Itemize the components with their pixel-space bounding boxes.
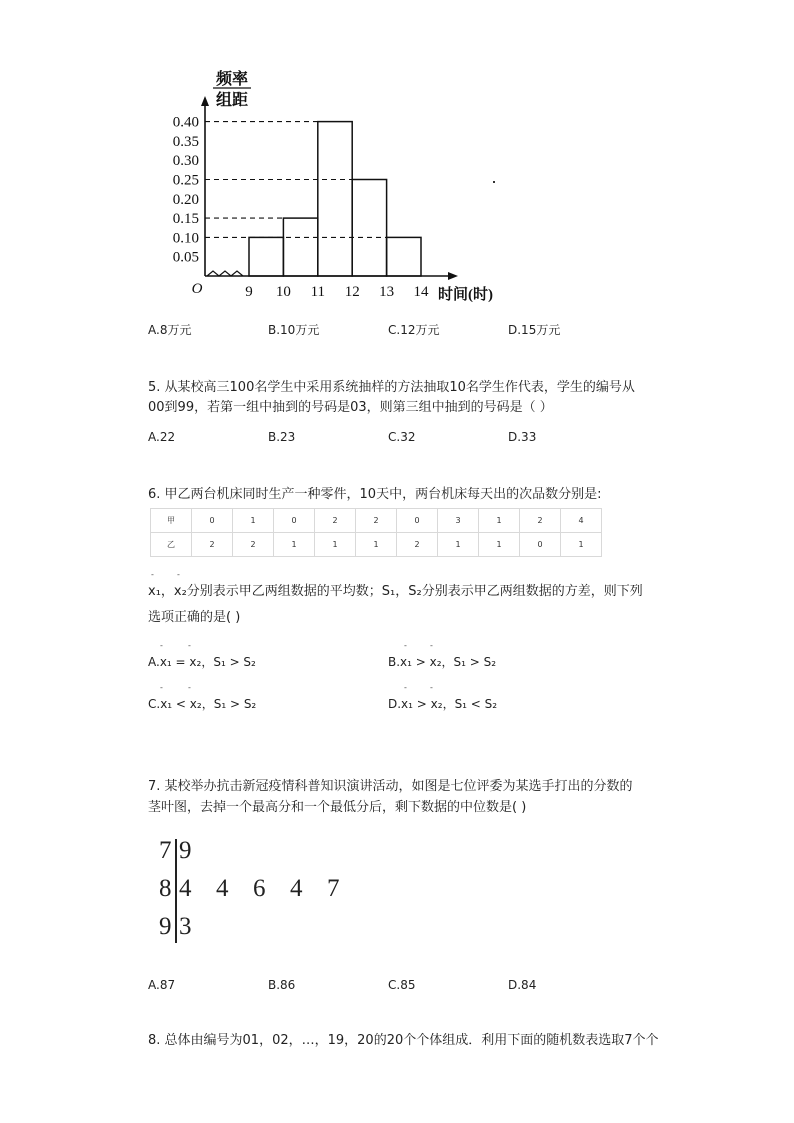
table-cell: 2	[233, 533, 274, 557]
q4-option-d: D.15万元	[508, 323, 561, 337]
table-cell: 乙	[151, 533, 192, 557]
x-tick-label: 14	[413, 284, 429, 300]
q8-stem-line-1: 8. 总体由编号为01，02，…，19，20的20个个体组成．利用下面的随机数表选取7个个	[148, 1033, 659, 1048]
table-cell: 2	[397, 533, 438, 557]
mean-bar-mark: -	[404, 641, 407, 650]
q5-option-c: C.32	[388, 430, 416, 444]
q6-stem-line-3: 选项正确的是( )	[148, 610, 241, 625]
y-tick-label: 0.25	[172, 172, 199, 189]
table-cell: 0	[520, 533, 561, 557]
table-cell: 1	[561, 533, 602, 557]
x-tick-label: 12	[344, 284, 360, 300]
table-cell: 3	[438, 509, 479, 533]
stem-divider-line	[175, 839, 177, 943]
y-axis-arrow	[201, 96, 209, 106]
mean-bar-mark: -	[151, 570, 154, 579]
table-cell: 2	[192, 533, 233, 557]
defect-table	[150, 508, 602, 557]
table-cell: 1	[274, 533, 315, 557]
q7-option-d: D.84	[508, 978, 537, 992]
q6-stem-line-1: 6. 甲乙两台机床同时生产一种零件，10天中，两台机床每天出的次品数分别是:	[148, 487, 602, 502]
mean-bar-mark: -	[160, 641, 163, 650]
table-row-jia	[151, 509, 602, 533]
histogram-bar	[249, 237, 283, 276]
y-tick-label: 0.15	[172, 211, 199, 228]
q6-option-d: D.x₁ > x₂，S₁ < S₂	[388, 697, 498, 711]
q5-option-d: D.33	[508, 430, 537, 444]
q6-option-c: C.x₁ < x₂，S₁ > S₂	[148, 697, 257, 711]
y-tick-label: 0.35	[172, 133, 199, 150]
q4-option-a: A.8万元	[148, 323, 192, 337]
y-tick-label: 0.40	[172, 114, 199, 131]
leaf-values: 3	[179, 913, 192, 940]
frequency-histogram	[150, 60, 493, 310]
table-cell: 0	[192, 509, 233, 533]
q5-stem-line-2: 00到99，若第一组中抽到的号码是03，则第三组中抽到的号码是（ ）	[148, 400, 553, 415]
mean-bar-mark: -	[404, 683, 407, 692]
q7-stem-line-1: 7. 某校举办抗击新冠疫情科普知识演讲活动，如图是七位评委为某选手打出的分数的	[148, 779, 633, 794]
stem-value: 7	[159, 837, 172, 864]
leaf-values: 9	[179, 837, 192, 864]
q5-option-a: A.22	[148, 430, 176, 444]
table-cell: 0	[397, 509, 438, 533]
table-cell: 2	[356, 509, 397, 533]
table-cell: 1	[356, 533, 397, 557]
table-cell: 0	[274, 509, 315, 533]
y-tick-label: 0.20	[172, 191, 199, 208]
q6-option-a: A.x₁ = x₂，S₁ > S₂	[148, 655, 256, 669]
table-cell: 1	[479, 533, 520, 557]
y-tick-label: 0.30	[172, 153, 199, 170]
y-axis-label-bottom: 组距	[215, 92, 249, 109]
stem-and-leaf-plot	[155, 835, 355, 945]
q5-stem-line-1: 5. 从某校高三100名学生中采用系统抽样的方法抽取10名学生作代表，学生的编号从	[148, 380, 635, 395]
x-tick-label: 11	[310, 284, 326, 300]
q5-option-b: B.23	[268, 430, 296, 444]
histogram-bar	[387, 237, 421, 276]
q6-option-b: B.x₁ > x₂，S₁ > S₂	[388, 655, 497, 669]
table-cell: 甲	[151, 509, 192, 533]
mean-bar-mark: -	[160, 683, 163, 692]
stem-value: 9	[159, 913, 172, 940]
y-tick-label: 0.05	[172, 249, 199, 266]
table-cell: 2	[520, 509, 561, 533]
table-cell: 1	[233, 509, 274, 533]
mean-bar-mark: -	[430, 683, 433, 692]
table-cell: 1	[479, 509, 520, 533]
mean-bar-mark: -	[177, 570, 180, 579]
stray-dot	[493, 181, 495, 183]
mean-bar-mark: -	[430, 641, 433, 650]
q4-option-c: C.12万元	[388, 323, 440, 337]
q6-stem-line-2: x₁，x₂分别表示甲乙两组数据的平均数；S₁，S₂分别表示甲乙两组数据的方差，则下列	[148, 584, 643, 599]
x-tick-label: 9	[245, 284, 253, 300]
mean-bar-mark: -	[188, 641, 191, 650]
table-cell: 1	[315, 533, 356, 557]
x-axis-arrow	[448, 272, 458, 280]
table-row-yi	[151, 533, 602, 557]
y-tick-label: 0.10	[172, 230, 199, 247]
histogram-bar	[283, 218, 317, 276]
x-tick-label: 10	[275, 284, 291, 300]
histogram-bar	[318, 122, 352, 276]
origin-label: O	[191, 281, 203, 297]
q7-stem-line-2: 茎叶图，去掉一个最高分和一个最低分后，剩下数据的中位数是( )	[148, 800, 527, 815]
stem-value: 8	[159, 875, 172, 902]
q7-option-c: C.85	[388, 978, 416, 992]
x-axis-label: 时间(时)	[438, 287, 493, 303]
table-cell: 1	[438, 533, 479, 557]
q7-option-b: B.86	[268, 978, 296, 992]
q7-option-a: A.87	[148, 978, 176, 992]
histogram-bar	[352, 180, 386, 277]
x-tick-label: 13	[379, 284, 395, 300]
table-cell: 2	[315, 509, 356, 533]
y-axis-label-top: 频率	[215, 71, 249, 88]
mean-bar-mark: -	[188, 683, 191, 692]
table-cell: 4	[561, 509, 602, 533]
leaf-values: 4 4 6 4 7	[179, 875, 340, 902]
q4-option-b: B.10万元	[268, 323, 320, 337]
